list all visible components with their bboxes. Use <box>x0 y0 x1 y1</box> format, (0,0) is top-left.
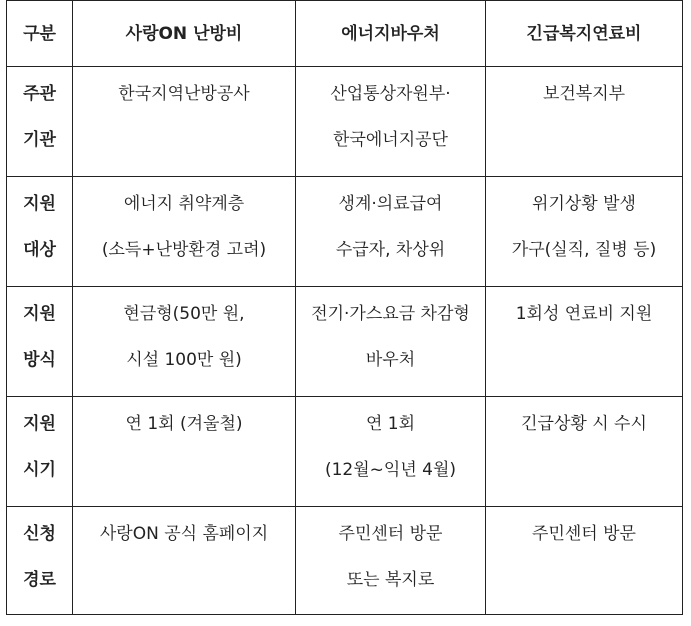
row-label-line: 기관 <box>23 130 56 150</box>
table-row-method <box>7 287 683 397</box>
cell-line: 보건복지부 <box>542 84 626 104</box>
header-energy-voucher: 에너지바우처 <box>296 1 486 67</box>
header-category: 구분 <box>7 1 73 67</box>
cell-line: (12월~익년 4월) <box>324 460 457 480</box>
table-row-application <box>7 507 683 615</box>
table-cell <box>486 287 683 397</box>
table-row-target <box>7 177 683 287</box>
table-cell <box>296 397 486 507</box>
row-label <box>7 67 73 177</box>
row-label-line: 지원 <box>23 194 56 214</box>
cell-line: 1회성 연료비 지원 <box>515 304 653 324</box>
cell-line: 에너지 취약계층 <box>123 194 245 214</box>
row-label-line: 신청 <box>23 524 56 544</box>
table-cell <box>486 177 683 287</box>
cell-line: 가구(실직, 질병 등) <box>511 240 657 260</box>
header-emergency-fuel: 긴급복지연료비 <box>486 1 683 67</box>
row-label <box>7 177 73 287</box>
cell-line: 한국지역난방공사 <box>118 84 250 104</box>
table-cell <box>486 67 683 177</box>
table-cell <box>296 507 486 615</box>
table-cell <box>73 507 296 615</box>
cell-line: 주민센터 방문 <box>338 524 443 544</box>
row-label-line: 경로 <box>23 570 56 590</box>
cell-line: 또는 복지로 <box>346 570 435 590</box>
cell-line: 사랑ON 공식 홈페이지 <box>99 524 269 544</box>
cell-line: 연 1회 <box>365 414 416 434</box>
table-row-timing <box>7 397 683 507</box>
table-cell <box>73 67 296 177</box>
cell-line: 한국에너지공단 <box>333 130 448 150</box>
cell-line: 시설 100만 원) <box>126 350 242 370</box>
cell-line: 연 1회 (겨울철) <box>125 414 243 434</box>
cell-line: 현금형(50만 원, <box>123 304 245 324</box>
row-label <box>7 287 73 397</box>
row-label-line: 지원 <box>23 304 56 324</box>
table-cell <box>296 287 486 397</box>
row-label <box>7 397 73 507</box>
table-cell <box>486 507 683 615</box>
cell-line: 긴급상황 시 수시 <box>521 414 647 434</box>
table-cell <box>73 397 296 507</box>
header-sarang-on: 사랑ON 난방비 <box>73 1 296 67</box>
comparison-table <box>6 0 683 615</box>
row-label-line: 방식 <box>23 350 56 370</box>
cell-line: 전기·가스요금 차감형 <box>311 304 470 324</box>
cell-line: 바우처 <box>365 350 416 370</box>
cell-line: 산업통상자원부· <box>330 84 451 104</box>
cell-line: 주민센터 방문 <box>532 524 636 544</box>
row-label-line: 주관 <box>23 84 56 104</box>
table-cell <box>296 67 486 177</box>
table-cell <box>296 177 486 287</box>
cell-line: 생계·의료급여 <box>338 194 443 214</box>
cell-line: 위기상황 발생 <box>532 194 636 214</box>
row-label-line: 지원 <box>23 414 56 434</box>
table-row-agency <box>7 67 683 177</box>
cell-line: 수급자, 차상위 <box>335 240 446 260</box>
table-cell <box>73 177 296 287</box>
row-label-line: 대상 <box>23 240 56 260</box>
table-cell <box>73 287 296 397</box>
table-cell <box>486 397 683 507</box>
header-row <box>7 1 683 67</box>
cell-line: (소득+난방환경 고려) <box>101 240 267 260</box>
row-label-line: 시기 <box>23 460 56 480</box>
row-label <box>7 507 73 615</box>
table-body <box>7 67 683 615</box>
